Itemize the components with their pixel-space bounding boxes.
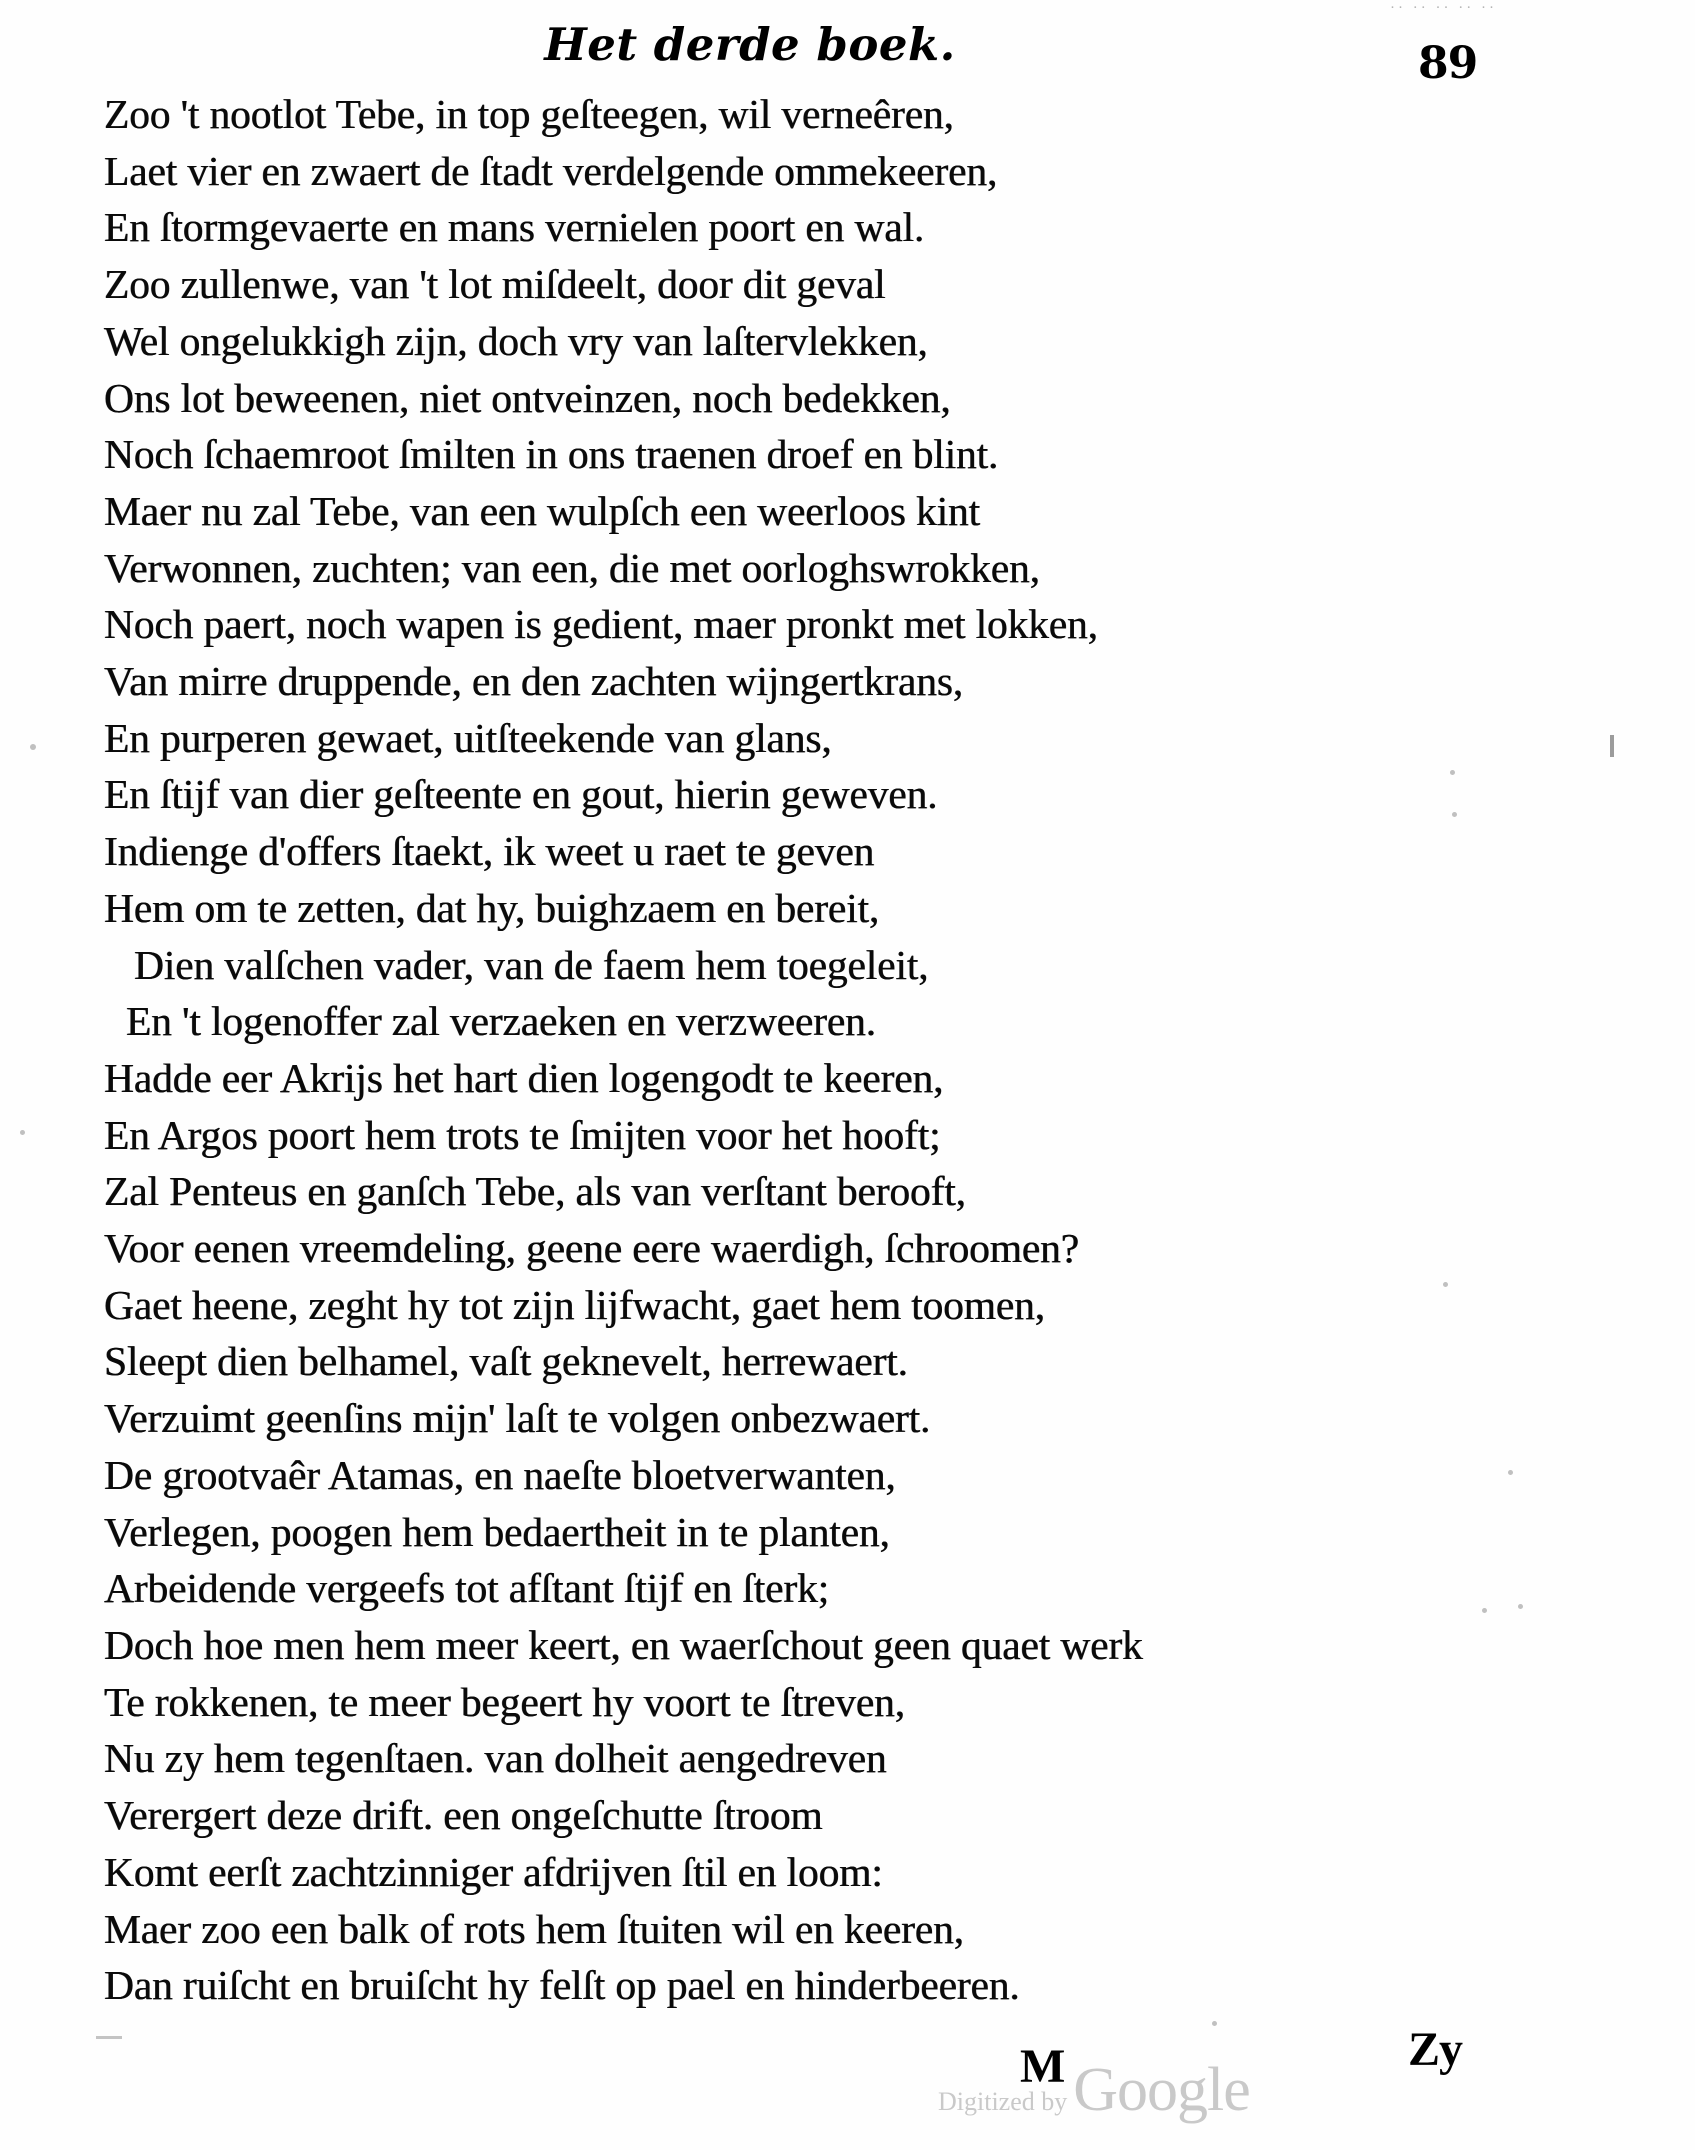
verse-line: De grootvaêr Atamas, en naeſte bloetverwanten,: [104, 1451, 896, 1498]
verse-line: Indienge d'offers ſtaekt, ik weet u raet te geven: [104, 828, 875, 875]
verse-line: Zal Penteus en ganſch Tebe, als van verſtant berooft,: [104, 1168, 966, 1215]
google-logo-text: Google: [1073, 2056, 1250, 2124]
verse-line-broken-initial: Hadde eer Akrijs het hart dien logengodt te keeren,: [104, 1054, 944, 1101]
verse-line: Komt eerſt zachtzinniger afdrijven ſtil en loom:: [104, 1848, 883, 1895]
verse-line: Voor eenen vreemdeling, geene eere waerdigh, ſchroomen?: [104, 1225, 1080, 1272]
verse-line: Sleept dien belhamel, vaſt geknevelt, herrewaert.: [104, 1338, 908, 1385]
verse-line: Verzuimt geenſins mijn' laſt te volgen onbezwaert.: [104, 1395, 931, 1442]
ink-speck: [1450, 770, 1455, 775]
verse-line: Dan ruiſcht en bruiſcht hy felſt op pael en hinderbeeren.: [104, 1962, 1020, 2009]
ink-speck: [1518, 1604, 1523, 1609]
top-edge-bleed-fragment: ·· ·· ·· ·· ··: [1390, 0, 1497, 10]
verse-line: Van mirre druppende, en den zachten wijngertkrans,: [104, 658, 964, 705]
verse-line: Ons lot beweenen, niet ontveinzen, noch bedekken,: [104, 374, 951, 421]
running-head: Het derde boek.: [544, 18, 956, 71]
ink-speck: [20, 1130, 25, 1135]
verse-line: Verlegen, poogen hem bedaertheit in te planten,: [104, 1508, 890, 1555]
verse-line: Verwonnen, zuchten; van een, die met oorloghswrokken,: [104, 544, 1040, 591]
verse-line: En purperen gewaet, uitſteekende van glans,: [104, 714, 832, 761]
verse-line: En ſtijf van dier geſteente en gout, hierin geweven.: [104, 771, 938, 818]
catchword: Zy: [1408, 2023, 1463, 2076]
page-header: [0, 8, 1695, 88]
verse-line: Doch hoe men hem meer keert, en waerſchout geen quaet werk: [104, 1621, 1143, 1668]
verse-line: Verergert deze drift. een ongeſchutte ſtroom: [104, 1792, 823, 1839]
signature-mark: M: [1020, 2040, 1066, 2093]
verse-line: En ſtormgevaerte en mans vernielen poort en wal.: [104, 204, 925, 251]
verse-line: Noch ſchaemroot ſmilten in ons traenen droef en blint.: [104, 431, 999, 478]
verse-line: Gaet heene, zeght hy tot zijn lijfwacht, gaet hem toomen,: [104, 1281, 1046, 1328]
verse-line: Nu zy hem tegenſtaen. van dolheit aengedreven: [104, 1735, 887, 1782]
verse-line-broken-initial: En 't logenoffer zal verzaeken en verzweeren.: [126, 998, 876, 1045]
verse-line: Te rokkenen, te meer begeert hy voort te ſtreven,: [104, 1678, 905, 1725]
verse-line: En Argos poort hem trots te ſmijten voor het hooft;: [104, 1111, 941, 1158]
ink-speck: [30, 744, 36, 750]
verse-line: Maer nu zal Tebe, van een wulpſch een weerloos kint: [104, 487, 980, 534]
verse-line: Hem om te zetten, dat hy, buighzaem en bereit,: [104, 884, 880, 931]
verse-line-broken-initial: Dien valſchen vader, van de faem hem toegeleit,: [134, 941, 929, 988]
digitization-watermark: [938, 2055, 1358, 2135]
margin-tick: [96, 2036, 122, 2039]
verse-line: Arbeidende vergeefs tot afſtant ſtijf en ſterk;: [104, 1565, 830, 1612]
page-number: 89: [1418, 38, 1478, 89]
ink-speck: [1482, 1608, 1487, 1613]
ink-speck: [1508, 1470, 1513, 1475]
ink-speck: [1443, 1282, 1448, 1287]
verse-line: Wel ongelukkigh zijn, doch vry van laſtervlekken,: [104, 317, 928, 364]
watermark-prefix: Digitized by: [938, 2087, 1068, 2116]
verse-block: [104, 86, 1584, 2014]
margin-tick: [1610, 735, 1614, 757]
verse-line: Maer zoo een balk of rots hem ſtuiten wil en keeren,: [104, 1905, 964, 1952]
verse-line: Zoo 't nootlot Tebe, in top geſteegen, wil verneêren,: [104, 91, 954, 137]
ink-speck: [1452, 812, 1457, 817]
verse-line: Zoo zullenwe, van 't lot miſdeelt, door dit geval: [104, 261, 886, 308]
verse-line: Noch paert, noch wapen is gedient, maer pronkt met lokken,: [104, 601, 1098, 648]
ink-speck: [1212, 2021, 1217, 2026]
verse-line: Laet vier en zwaert de ſtadt verdelgende ommekeeren,: [104, 147, 998, 194]
